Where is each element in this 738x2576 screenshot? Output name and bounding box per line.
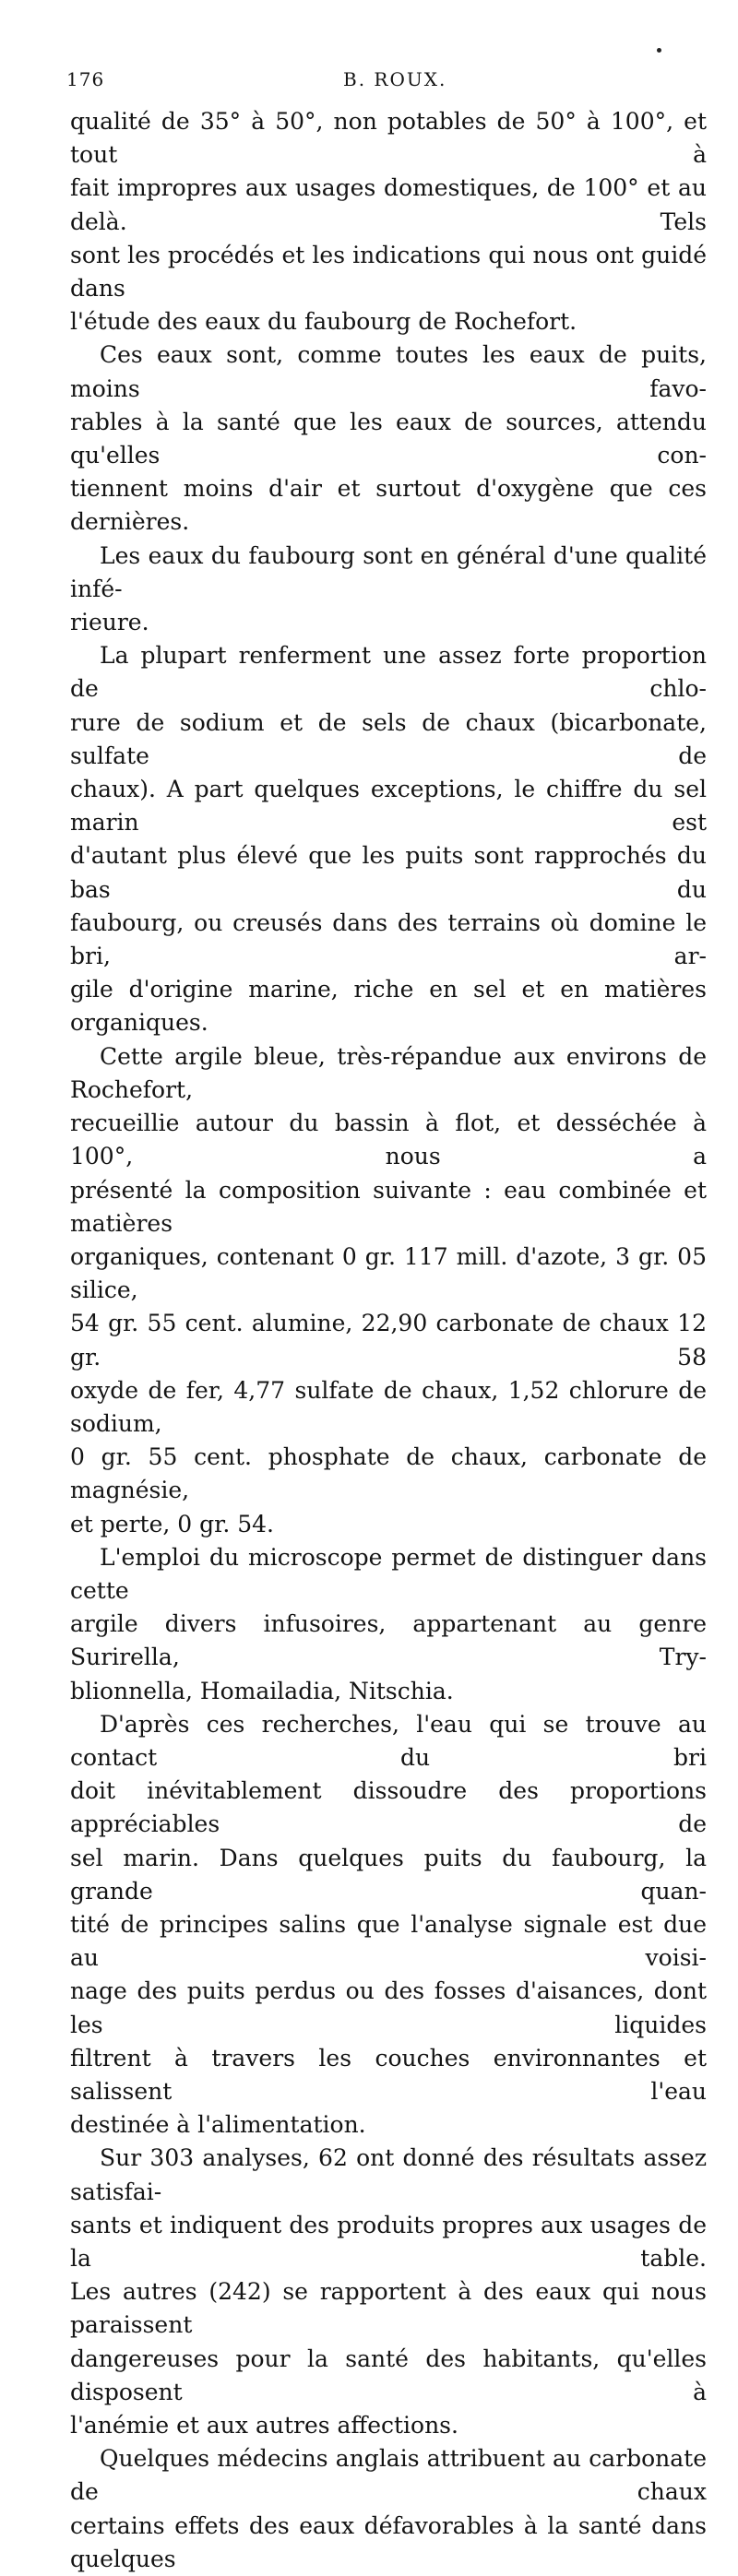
text-line: l'anémie et aux autres affections.: [70, 2412, 458, 2439]
text-line: sont les procédés et les indications qui nous ont guidé dans: [70, 241, 707, 303]
page-header: [66, 68, 712, 96]
text-line: D'après ces recherches, l'eau qui se trouve au contact du bri: [70, 1710, 707, 1771]
text-line: certains effets des eaux défavorables à la santé dans quelques: [70, 2511, 707, 2572]
text-line: et perte, 0 gr. 54.: [70, 1510, 274, 1537]
text-line: argile divers infusoires, appartenant au genre Surirella, Try-: [70, 1610, 707, 1671]
text-line: gile d'origine marine, riche en sel et en matières organiques.: [70, 976, 707, 1037]
text-line: présenté la composition suivante : eau combinée et matières: [70, 1176, 707, 1237]
text-line: L'emploi du microscope permet de distinguer dans cette: [70, 1543, 707, 1604]
text-line: filtrent à travers les couches environnantes et salissent l'eau: [70, 2044, 707, 2105]
text-line: qualité de 35° à 50°, non potables de 50° à 100°, et tout à: [70, 108, 707, 169]
text-line: fait impropres aux usages domestiques, de 100° et au delà. Tels: [70, 174, 707, 235]
text-line: recueillie autour du bassin à flot, et desséchée à 100°, nous a: [70, 1110, 707, 1170]
text-line: rables à la santé que les eaux de sources, attendu qu'elles con-: [70, 408, 707, 469]
text-line: Quelques médecins anglais attribuent au carbonate de chaux: [70, 2445, 707, 2506]
text-line: d'autant plus élevé que les puits sont rapprochés du bas du: [70, 842, 707, 903]
text-line: La plupart renferment une assez forte proportion de chlo-: [70, 642, 707, 703]
text-line: doit inévitablement dissoudre des proportions appréciables de: [70, 1777, 707, 1838]
text-line: blionnella, Homailadia, Nitschia.: [70, 1677, 454, 1704]
page-number: 176: [66, 68, 105, 90]
text-line: l'étude des eaux du faubourg de Rochefort.: [70, 308, 577, 336]
text-line: tiennent moins d'air et surtout d'oxygène que ces dernières.: [70, 475, 707, 536]
text-line: Cette argile bleue, très-répandue aux environs de Rochefort,: [70, 1042, 707, 1103]
text-line: Les eaux du faubourg sont en général d'une qualité infé-: [70, 541, 707, 602]
text-line: oxyde de fer, 4,77 sulfate de chaux, 1,52 chlorure de sodium,: [70, 1376, 707, 1437]
text-line: organiques, contenant 0 gr. 117 mill. d'azote, 3 gr. 05 silice,: [70, 1242, 707, 1304]
text-line: Les autres (242) se rapportent à des eaux qui nous paraissent: [70, 2278, 707, 2339]
text-line: chaux). A part quelques exceptions, le chiffre du sel marin est: [70, 776, 707, 837]
running-head: B. ROUX.: [343, 68, 447, 90]
text-line: Ces eaux sont, comme toutes les eaux de puits, moins favo-: [70, 341, 707, 402]
text-line: 0 gr. 55 cent. phosphate de chaux, carbonate de magnésie,: [70, 1443, 707, 1504]
body-text: [70, 105, 707, 2576]
text-line: nage des puits perdus ou des fosses d'aisances, dont les liquides: [70, 1977, 707, 2038]
text-line: 54 gr. 55 cent. alumine, 22,90 carbonate de chaux 12 gr. 58: [70, 1310, 707, 1371]
text-line: faubourg, ou creusés dans des terrains où domine le bri, ar-: [70, 908, 707, 970]
text-line: sel marin. Dans quelques puits du faubourg, la grande quan-: [70, 1844, 707, 1905]
ink-speck: [657, 48, 661, 53]
text-line: rure de sodium et de sels de chaux (bicarbonate, sulfate de: [70, 708, 707, 769]
text-line: destinée à l'alimentation.: [70, 2111, 366, 2139]
text-line: dangereuses pour la santé des habitants, qu'elles disposent à: [70, 2345, 707, 2405]
text-line: rieure.: [70, 609, 149, 636]
text-line: Sur 303 analyses, 62 ont donné des résultats assez satisfai-: [70, 2144, 707, 2205]
text-line: sants et indiquent des produits propres aux usages de la table.: [70, 2211, 707, 2272]
text-line: tité de principes salins que l'analyse signale est due au voisi-: [70, 1910, 707, 1972]
